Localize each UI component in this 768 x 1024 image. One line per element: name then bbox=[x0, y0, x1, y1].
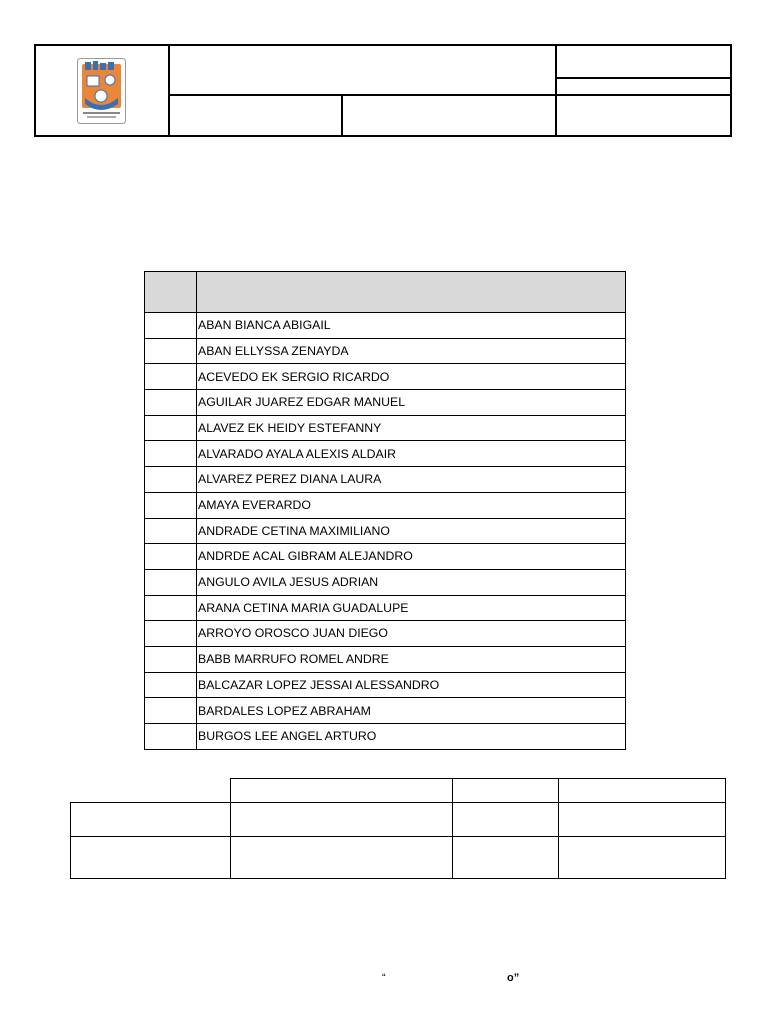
student-name: BABB MARRUFO ROMEL ANDRE bbox=[197, 646, 626, 672]
name-column-header bbox=[197, 272, 626, 313]
number-column-header bbox=[145, 272, 197, 313]
grid-cell bbox=[558, 802, 726, 837]
student-number-cell bbox=[145, 569, 197, 595]
student-list-table bbox=[144, 271, 626, 750]
footer-open-quote: “ bbox=[382, 972, 386, 984]
table-row bbox=[145, 595, 626, 621]
grid-cell bbox=[452, 836, 559, 879]
table-row bbox=[145, 724, 626, 750]
student-number-cell bbox=[145, 415, 197, 441]
student-number-cell bbox=[145, 672, 197, 698]
student-name: ALVARADO AYALA ALEXIS ALDAIR bbox=[197, 441, 626, 467]
student-number-cell bbox=[145, 646, 197, 672]
student-name: ARROYO OROSCO JUAN DIEGO bbox=[197, 621, 626, 647]
student-number-cell bbox=[145, 364, 197, 390]
student-name: AGUILAR JUAREZ EDGAR MANUEL bbox=[197, 390, 626, 416]
table-row bbox=[145, 364, 626, 390]
student-number-cell bbox=[145, 467, 197, 493]
document-header bbox=[34, 44, 732, 137]
table-row bbox=[145, 441, 626, 467]
student-name: AMAYA EVERARDO bbox=[197, 492, 626, 518]
table-row bbox=[145, 338, 626, 364]
student-number-cell bbox=[145, 544, 197, 570]
footer-close-text: o” bbox=[507, 972, 520, 984]
student-name: ANDRDE ACAL GIBRAM ALEJANDRO bbox=[197, 544, 626, 570]
student-number-cell bbox=[145, 338, 197, 364]
student-name: BURGOS LEE ANGEL ARTURO bbox=[197, 724, 626, 750]
student-number-cell bbox=[145, 595, 197, 621]
table-row bbox=[145, 672, 626, 698]
student-name: ANDRADE CETINA MAXIMILIANO bbox=[197, 518, 626, 544]
table-row bbox=[145, 518, 626, 544]
table-row bbox=[145, 390, 626, 416]
student-name: ANGULO AVILA JESUS ADRIAN bbox=[197, 569, 626, 595]
student-name: ABAN ELLYSSA ZENAYDA bbox=[197, 338, 626, 364]
student-name: BARDALES LOPEZ ABRAHAM bbox=[197, 698, 626, 724]
table-row bbox=[145, 415, 626, 441]
table-row bbox=[145, 569, 626, 595]
student-number-cell bbox=[145, 441, 197, 467]
student-number-cell bbox=[145, 518, 197, 544]
student-name: ALVAREZ PEREZ DIANA LAURA bbox=[197, 467, 626, 493]
grid-cell bbox=[558, 778, 726, 803]
student-name: ALAVEZ EK HEIDY ESTEFANNY bbox=[197, 415, 626, 441]
grid-cell bbox=[558, 836, 726, 879]
student-number-cell bbox=[145, 492, 197, 518]
student-number-cell bbox=[145, 390, 197, 416]
grid-cell bbox=[230, 836, 453, 879]
student-name: ARANA CETINA MARIA GUADALUPE bbox=[197, 595, 626, 621]
grid-cell bbox=[230, 778, 453, 803]
grid-cell bbox=[70, 836, 231, 879]
school-logo bbox=[77, 58, 126, 124]
student-number-cell bbox=[145, 313, 197, 339]
table-row bbox=[145, 313, 626, 339]
grid-cell bbox=[452, 778, 559, 803]
student-number-cell bbox=[145, 621, 197, 647]
table-row bbox=[145, 646, 626, 672]
signature-grid bbox=[70, 778, 726, 879]
student-number-cell bbox=[145, 698, 197, 724]
grid-cell bbox=[70, 802, 231, 837]
student-name: ACEVEDO EK SERGIO RICARDO bbox=[197, 364, 626, 390]
table-header-row bbox=[145, 272, 626, 313]
student-name: ABAN BIANCA ABIGAIL bbox=[197, 313, 626, 339]
table-row bbox=[145, 621, 626, 647]
student-number-cell bbox=[145, 724, 197, 750]
student-name: BALCAZAR LOPEZ JESSAI ALESSANDRO bbox=[197, 672, 626, 698]
table-row bbox=[145, 698, 626, 724]
grid-cell bbox=[230, 802, 453, 837]
table-row bbox=[145, 544, 626, 570]
table-row bbox=[145, 492, 626, 518]
grid-cell bbox=[452, 802, 559, 837]
table-row bbox=[145, 467, 626, 493]
